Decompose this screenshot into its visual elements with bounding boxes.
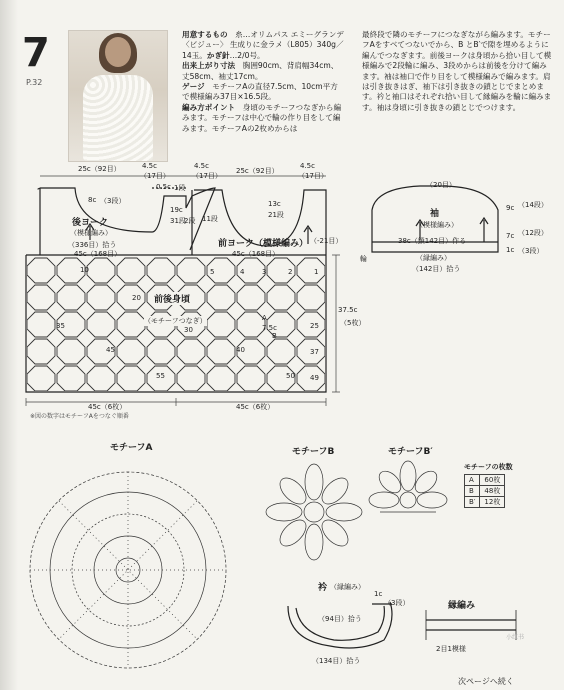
order-30: 30 — [184, 326, 193, 334]
shoulder-width-label-2: 4.5c — [194, 162, 209, 170]
order-4: 4 — [240, 268, 245, 276]
points-label: 編み方ポイント — [182, 102, 236, 112]
front-yoke-width-label: 45c（168目） — [232, 250, 280, 258]
shoulder-stitches-label-2: （17目） — [192, 172, 222, 180]
sleeve-cap-rows: （14段） — [518, 201, 548, 209]
front-neck-rows-label: 21段 — [268, 211, 284, 219]
size-label: 出来上がり寸法 — [182, 61, 236, 71]
sleeve-title: 袖 — [430, 209, 440, 219]
front-yoke-title: 前ヨーク（模様編み） — [218, 239, 309, 249]
front-neck-depth-label: 13c — [268, 200, 281, 208]
body-height-label: 37.5c — [338, 306, 358, 314]
body-width-left-label: 45c（6枚） — [88, 403, 127, 411]
shoulder-stitches-label-3: （17目） — [298, 172, 328, 180]
collar-title: 衿 — [318, 583, 328, 593]
sleeve-top-label: （20目） — [426, 181, 456, 189]
one-row-label: 1段 — [174, 184, 186, 192]
hook-text: …2/0号。 — [229, 50, 265, 60]
order-10: 10 — [80, 266, 89, 274]
sleeve-ring-label: 輪 — [360, 255, 367, 263]
eleven-rows-label: 11段 — [202, 215, 218, 223]
motif-b-chart — [266, 464, 362, 560]
order-25: 25 — [310, 322, 319, 330]
order-3: 3 — [262, 268, 267, 276]
sleeve-body-height: 7c — [506, 232, 515, 240]
gauge-label: ゲージ — [182, 82, 205, 92]
motif-a-marker: A — [262, 314, 267, 322]
instructions-column-2: 最終段で隣のモチーフにつなぎながら編みます。モチーフAをすべてつないでから、B とB′で隙を埋めるように編んでつなぎます。前後ヨークは身頃から拾い目して模様編みで2段輪に編み、3段めからは前後を分けて編みます。袖は袖口で作り目をして模様編みで編みます。肩は引き抜きはぎ、袖下は引き抜きの鎖とじでまとめます。衿と袖口はそれぞれ拾い目して縁編みを輪に編みます。袖は身頃に引き抜きの鎖とじでつけます。 — [362, 30, 552, 112]
order-35: 35 — [56, 322, 65, 330]
order-49: 49 — [310, 374, 319, 382]
order-55: 55 — [156, 372, 165, 380]
sleeve-pattern: （模様編み） — [416, 221, 458, 229]
order-40: 40 — [236, 346, 245, 354]
page-reference: P.32 — [26, 78, 43, 87]
back-width-label: 25c（92目） — [78, 165, 121, 173]
decrease-label: （-21目） — [310, 237, 343, 245]
points-text: 身頃のモチーフつなぎから編みます。モチーフは中心で輪の作り目をして編みます。モチーフAの2枚めからは — [182, 102, 342, 133]
materials-label: 用意するもの — [182, 30, 228, 39]
body-height-count: （5枚） — [340, 319, 366, 327]
table-row: A 60枚 — [465, 475, 505, 486]
table-row: B′ 12枚 — [465, 497, 505, 508]
edging-title: 縁編み — [448, 601, 476, 611]
materials-text: 糸…オリムパス エミーグランデ〈ビジュー〉 生成りに金ラメ（L805）340g／14玉。 — [182, 30, 344, 60]
size-text: 胸囲90cm、背肩幅34cm、丈58cm、袖丈17cm。 — [182, 61, 339, 81]
sleeve-pick-label: （142目）拾う — [412, 265, 461, 273]
order-37: 37 — [310, 348, 319, 356]
two-rows-label: 2段 — [184, 217, 196, 225]
continued-label: 次ページへ続く — [458, 677, 514, 686]
collar-depth-label: 1c — [374, 590, 383, 598]
sleeve-body-rows: （12段） — [518, 229, 548, 237]
gauge-text: モチーフAの直径7.5cm、10cm平方で模様編み37目×16.5段。 — [182, 82, 338, 102]
watermark: 小红书 — [506, 634, 525, 641]
back-yoke-title: 後ヨーク — [72, 218, 109, 228]
back-neck-rows-label: （3段） — [100, 197, 126, 205]
back-yoke-width-label: 45c（168目） — [74, 250, 122, 258]
motif-count-table — [464, 462, 513, 508]
hook-label: かぎ針 — [206, 50, 230, 60]
shoulder-stitches-label-1: （17目） — [140, 172, 170, 180]
back-neck-depth-label: 8c — [88, 196, 97, 204]
back-yoke-pattern: （模様編み） — [70, 229, 112, 237]
collar-pick-94: （94目）拾う — [318, 615, 362, 623]
collar-pick-134: （134目）拾う — [312, 657, 361, 665]
order-1: 1 — [314, 268, 319, 276]
motif-b-marker: B — [272, 332, 277, 340]
pick-336-label: （336目）拾う — [68, 241, 117, 249]
sleeve-edge-label: （縁編み） — [416, 254, 451, 262]
motif-b2-chart — [369, 461, 447, 512]
body-subtitle: （モチーフつなぎ） — [144, 317, 207, 325]
collar-subtitle: （縁編み） — [330, 583, 365, 591]
table-row: B 48枚 — [465, 486, 505, 497]
order-45: 45 — [106, 346, 115, 354]
motif-a-chart — [30, 472, 226, 668]
order-50: 50 — [286, 372, 295, 380]
motif-count-caption: モチーフの枚数 — [464, 463, 513, 471]
collar-rows-label: （3段） — [384, 599, 410, 607]
shoulder-width-label-3: 4.5c — [300, 162, 315, 170]
motif-size-label: 7.5c — [262, 324, 277, 332]
order-20: 20 — [132, 294, 141, 302]
edging-repeat-label: 2目1模様 — [436, 645, 466, 653]
sleeve-edge-rows: （3段） — [518, 247, 544, 255]
sleeve-chain-label: 38c（鎖142目）作る — [398, 237, 467, 245]
order-note: ※図の数字はモチーフAをつなぐ順番 — [30, 413, 129, 420]
body-width-right-label: 45c（6枚） — [236, 403, 275, 411]
order-2: 2 — [288, 268, 293, 276]
front-width-label: 25c（92目） — [236, 167, 279, 175]
armhole-rows-label: 31段 — [170, 217, 186, 225]
shoulder-width-label-1: 4.5c — [142, 162, 157, 170]
order-5: 5 — [210, 268, 215, 276]
motif-a-title: モチーフA — [110, 443, 153, 453]
half-cm-label: 0.5c — [156, 183, 171, 191]
sleeve-cap-height: 9c — [506, 204, 515, 212]
motif-b2-title: モチーフB′ — [388, 447, 433, 457]
body-title: 前後身頃 — [154, 292, 190, 305]
sleeve-edge-height: 1c — [506, 246, 515, 254]
page-number: 7 — [22, 30, 50, 76]
armhole-depth-label: 19c — [170, 206, 183, 214]
motif-b-title: モチーフB — [292, 447, 335, 457]
